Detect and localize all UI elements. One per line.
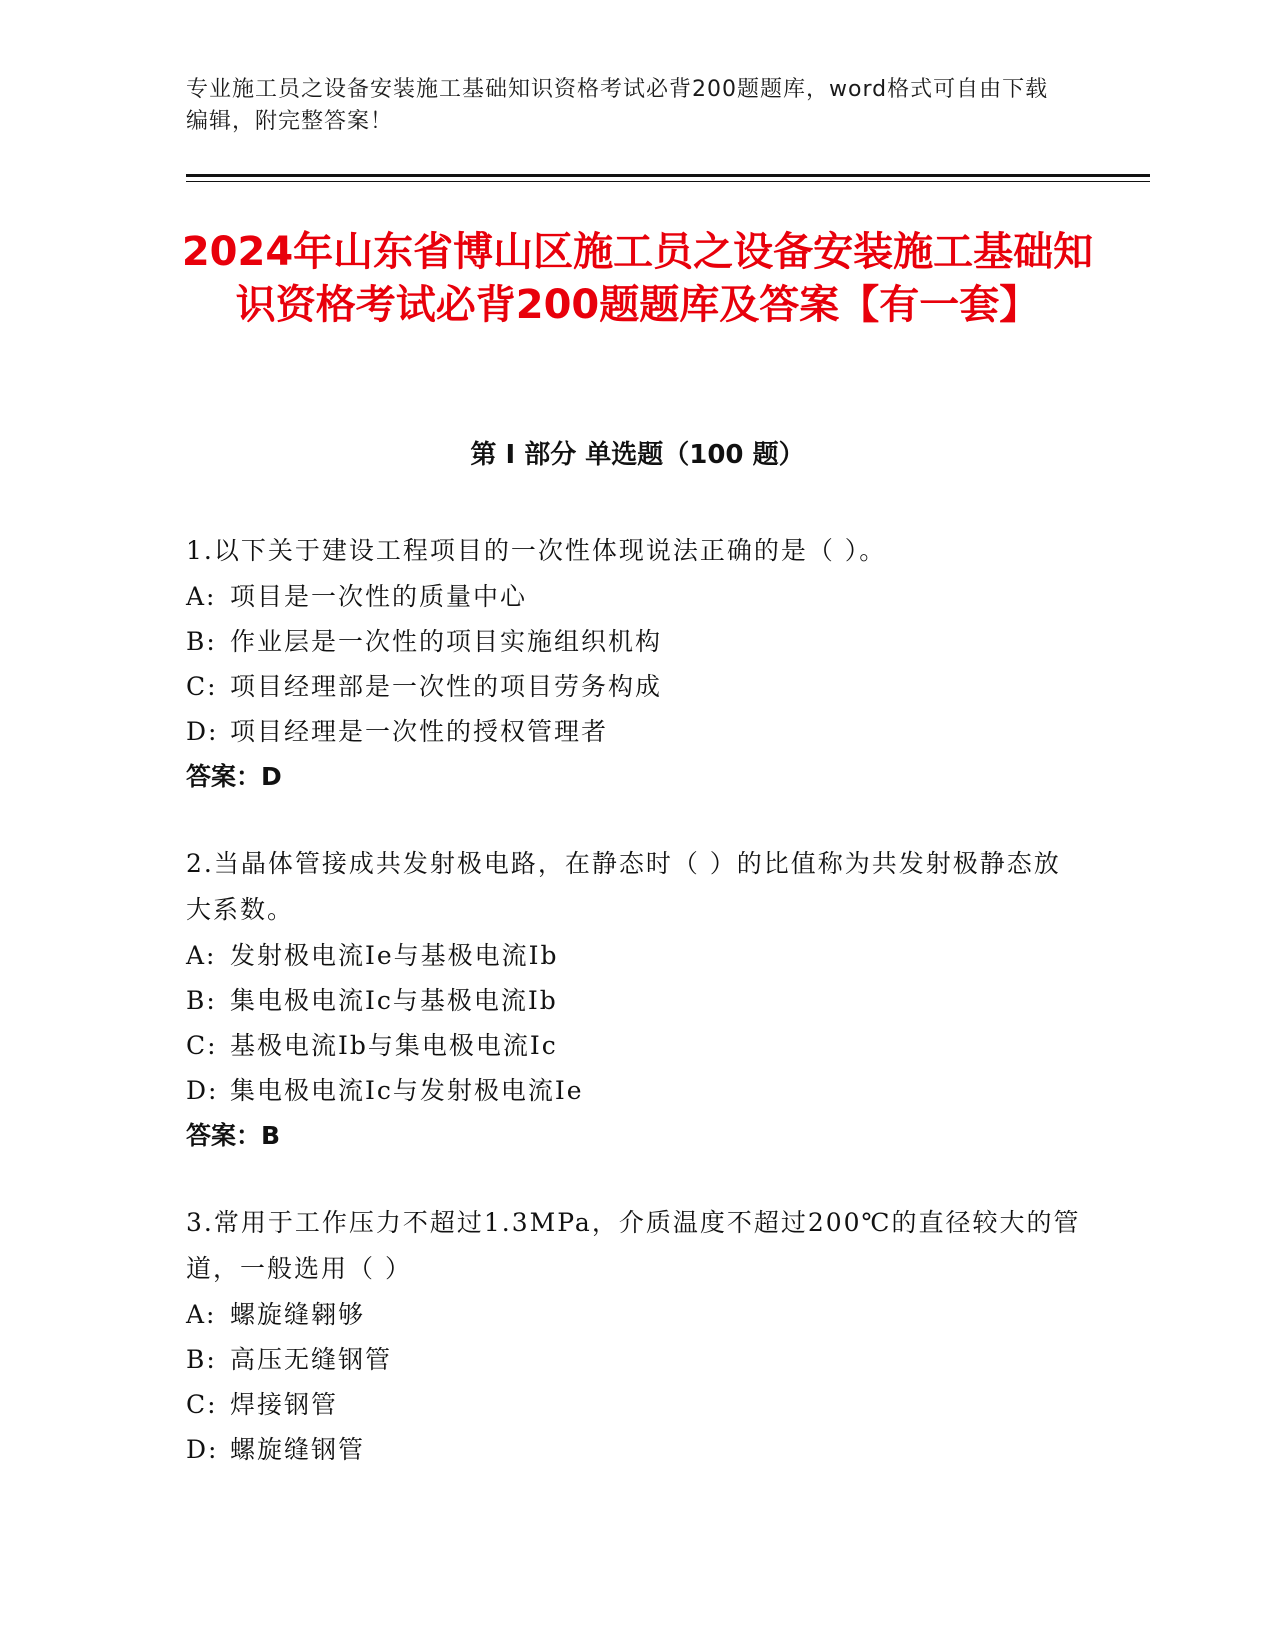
- option-c: [186, 1023, 1086, 1068]
- answer-line: 答案：B: [186, 1121, 281, 1150]
- option-key: C:: [186, 1390, 218, 1419]
- option-a: [186, 933, 1086, 978]
- document-title: 2024年山东省博山区施工员之设备安装施工基础知识资格考试必背200题题库及答案【有一套】: [181, 229, 1094, 328]
- option-text: 集电极电流Ic与基极电流Ib: [230, 986, 558, 1015]
- question-stem: 2.当晶体管接成共发射极电路，在静态时（ ）的比值称为共发射极静态放大系数。: [186, 849, 1061, 924]
- option-key: D:: [186, 717, 219, 746]
- question-3: [186, 1200, 1086, 1472]
- option-text: 项目经理部是一次性的项目劳务构成: [230, 672, 663, 701]
- option-key: D:: [186, 1076, 219, 1105]
- option-text: 项目经理是一次性的授权管理者: [230, 717, 609, 746]
- option-text: 发射极电流Ie与基极电流Ib: [230, 941, 559, 970]
- option-key: A:: [186, 941, 217, 970]
- option-text: 焊接钢管: [230, 1390, 339, 1419]
- option-text: 高压无缝钢管: [230, 1345, 393, 1374]
- option-key: C:: [186, 1031, 218, 1060]
- option-key: A:: [186, 1300, 217, 1329]
- option-c: [186, 1382, 1086, 1427]
- option-b: [186, 1337, 1086, 1382]
- option-b: [186, 978, 1086, 1023]
- header-rule-thin: [186, 181, 1150, 182]
- question-stem: 1.以下关于建设工程项目的一次性体现说法正确的是（ ）。: [186, 536, 887, 565]
- section-heading: 第 I 部分 单选题（100 题）: [470, 440, 805, 470]
- option-a: [186, 1292, 1086, 1337]
- option-text: 螺旋缝钢管: [230, 1435, 366, 1464]
- option-key: D:: [186, 1435, 219, 1464]
- header-note: 专业施工员之设备安装施工基础知识资格考试必背200题题库，word格式可自由下载编辑，附完整答案！: [186, 77, 1049, 134]
- option-key: B:: [186, 627, 217, 656]
- option-d: [186, 1427, 1086, 1472]
- header-rule-thick: [186, 174, 1150, 177]
- option-key: B:: [186, 1345, 217, 1374]
- option-text: 作业层是一次性的项目实施组织机构: [230, 627, 663, 656]
- option-text: 基极电流Ib与集电极电流Ic: [230, 1031, 558, 1060]
- option-c: [186, 664, 1086, 709]
- option-key: C:: [186, 672, 218, 701]
- question-stem: 3.常用于工作压力不超过1.3MPa，介质温度不超过200℃的直径较大的管道，一般选用（ ）: [186, 1208, 1081, 1283]
- question-2: [186, 841, 1086, 1158]
- option-text: 项目是一次性的质量中心: [230, 582, 528, 611]
- option-key: A:: [186, 582, 217, 611]
- option-d: [186, 709, 1086, 754]
- option-text: 螺旋缝翱够: [230, 1300, 366, 1329]
- option-b: [186, 619, 1086, 664]
- option-key: B:: [186, 986, 217, 1015]
- question-list: [186, 528, 1086, 1514]
- question-1: [186, 528, 1086, 799]
- option-d: [186, 1068, 1086, 1113]
- option-a: [186, 574, 1086, 619]
- answer-line: 答案：D: [186, 762, 282, 791]
- option-text: 集电极电流Ic与发射极电流Ie: [230, 1076, 584, 1105]
